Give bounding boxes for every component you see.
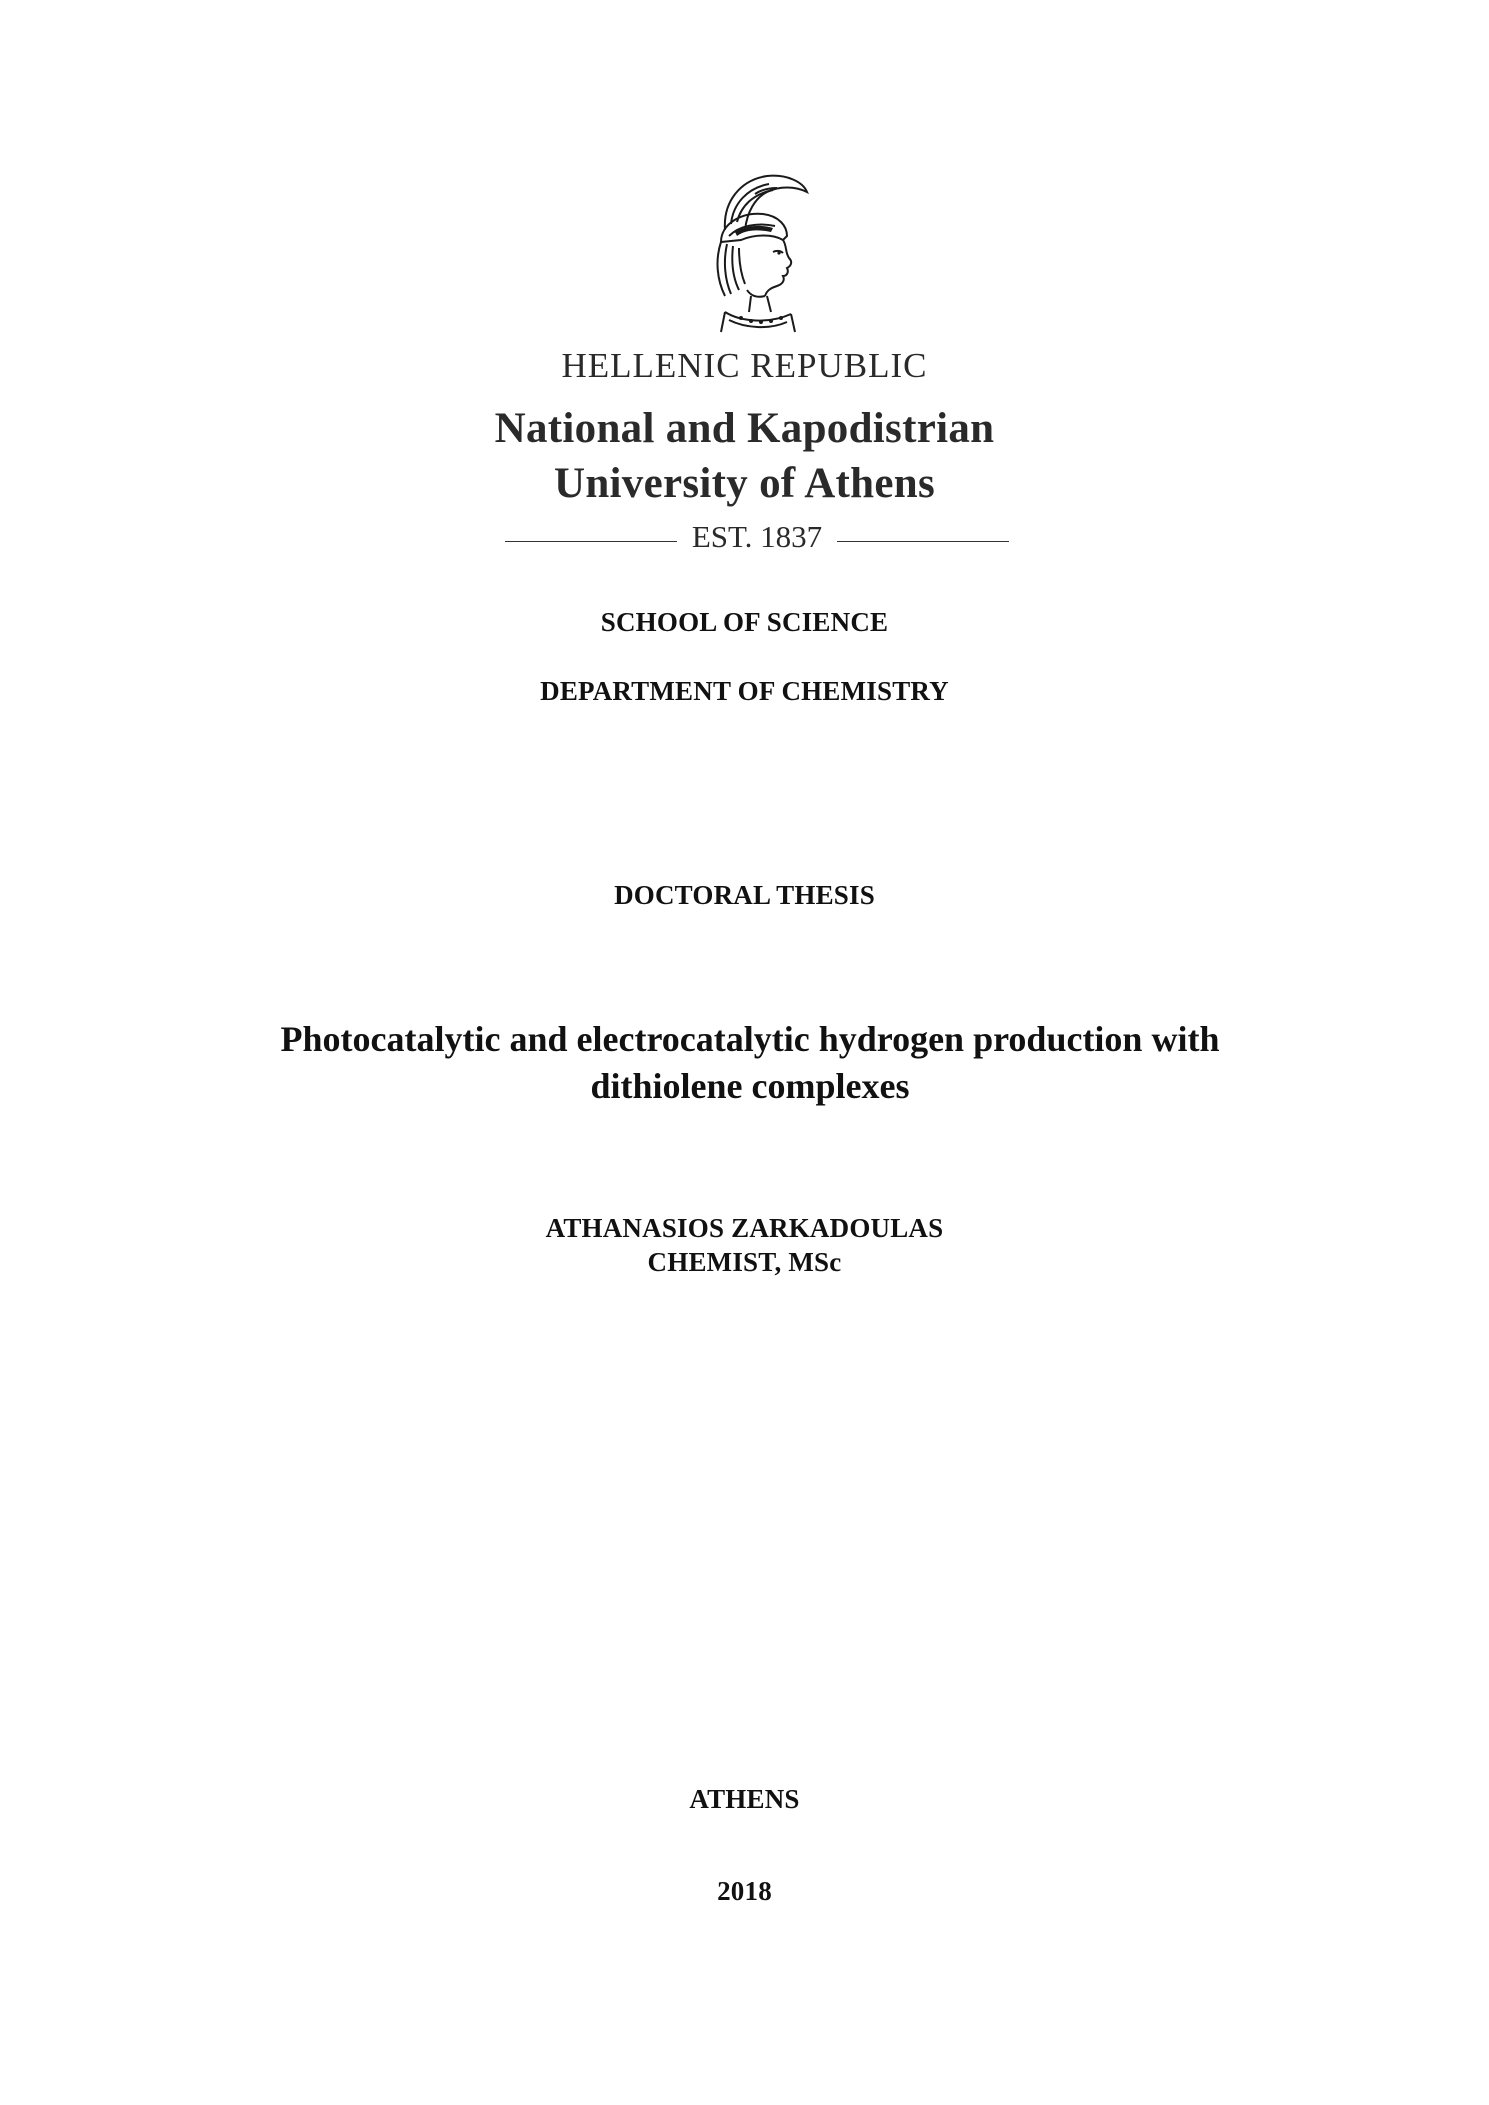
- year: 2018: [717, 1876, 772, 1906]
- athena-emblem-icon: [695, 172, 813, 334]
- university-name-line-1: National and Kapodistrian: [494, 405, 995, 452]
- thesis-title-line-1: Photocatalytic and electrocatalytic hydrogen production with: [280, 1019, 1220, 1059]
- city: ATHENS: [689, 1784, 800, 1814]
- author-credentials: CHEMIST, MSc: [647, 1247, 842, 1277]
- author-block: [0, 1211, 1489, 1279]
- hellenic-republic-heading: HELLENIC REPUBLIC: [561, 346, 928, 385]
- thesis-title: [200, 1016, 1300, 1110]
- document-type: DOCTORAL THESIS: [614, 880, 875, 910]
- university-name-line-2: University of Athens: [553, 460, 936, 507]
- school-name: SCHOOL OF SCIENCE: [600, 607, 889, 637]
- thesis-title-line-2: dithiolene complexes: [590, 1066, 910, 1106]
- established-rule-right: [837, 541, 1009, 542]
- established-year: EST. 1837: [691, 519, 823, 554]
- established-rule-left: [505, 541, 677, 542]
- author-name: ATHANASIOS ZARKADOULAS: [545, 1213, 944, 1243]
- department-name: DEPARTMENT OF CHEMISTRY: [540, 676, 949, 706]
- established-row: [0, 519, 1489, 559]
